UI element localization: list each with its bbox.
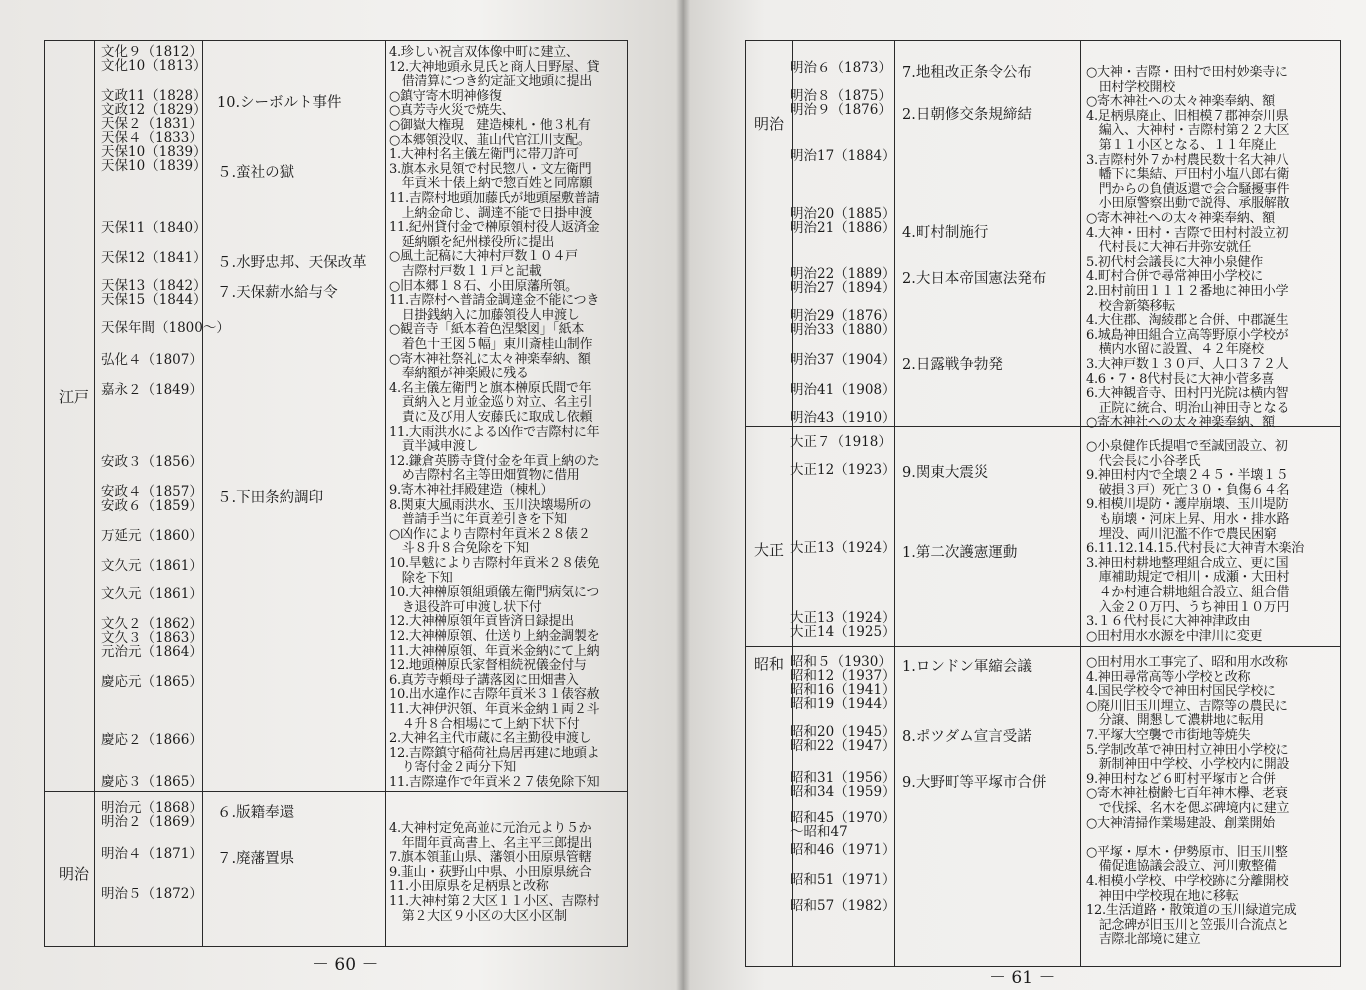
era-label-edo: 江戸: [59, 388, 90, 406]
national-event: ７.天保薪水給与令: [217, 285, 338, 301]
local-event: 3.吉際村外７か村農民数十名大神八: [1086, 152, 1289, 168]
year-cell: 昭和51（1971）: [790, 872, 896, 888]
local-event: ○小泉健作氏提唱で至誠団設立、初: [1086, 439, 1288, 454]
national-event: 2.大日本帝国憲法発布: [902, 271, 1047, 287]
year-cell: 天保年間（1800～）: [101, 320, 230, 336]
local-event: 7.平塚大空襲で市街地等焼失: [1086, 728, 1251, 743]
year-cell: 昭和45（1970）: [790, 810, 896, 826]
local-event: ○凶作により吉際村年貢米２８俵２: [389, 526, 591, 542]
local-event: 上納金命じ、調達不能で日掛申渡: [389, 205, 593, 221]
local-event: で伐採、名木を偲ぶ碑境内に建立: [1086, 801, 1290, 816]
local-event: 斗８升８合免除を下知: [389, 541, 529, 557]
local-event: ○寄木神社樹齢七百年神木欅、老衰: [1086, 786, 1288, 802]
local-event: 9.韮山・荻野山中県、小田原県統合: [389, 864, 592, 880]
local-event: 4.相模小学校、中学校跡に分離開校: [1086, 874, 1289, 889]
local-event: ○本郷領没収、韮山代官江川支配。: [389, 132, 591, 148]
local-event: 普請手当に年貢差引きを下知: [389, 512, 567, 528]
page-number: － 60 －: [312, 955, 379, 975]
local-event: 吉際北部境に建立: [1086, 932, 1201, 948]
year-cell: 昭和22（1947）: [790, 738, 896, 754]
year-cell: 大正12（1923）: [790, 462, 896, 478]
year-cell: 明治６（1873）: [790, 60, 892, 76]
year-cell: 大正13（1924）: [790, 610, 896, 626]
local-event: 4.大住郡、淘綾郡と合併、中郡誕生: [1086, 313, 1289, 329]
year-cell: 元治元（1864）: [101, 644, 203, 660]
local-event: ○寄木神社への太々神楽奉納、額: [1086, 415, 1275, 431]
local-event: ○寄木神社祭礼に太々神楽奉納、額: [389, 351, 591, 367]
local-event: 4.大神・田村・吉際で田村村設立初: [1086, 225, 1289, 241]
local-event: め吉際村名主等田畑質物に借用: [389, 468, 580, 484]
year-cell: 昭和19（1944）: [790, 696, 896, 712]
local-event: ○田村用水水源を中津川に変更: [1086, 628, 1263, 644]
local-event: り寄付金２両分下知: [389, 760, 517, 776]
local-event: 4.6・7・8代村長に大神小菅多喜: [1086, 371, 1275, 387]
local-event: 責に及び用人安藤氏に取成し依頼: [389, 410, 593, 425]
year-cell: 天保12（1841）: [101, 250, 207, 266]
era-label-meiji: 明治: [754, 115, 785, 133]
local-event: 代村長に大神石井弥安就任: [1086, 240, 1252, 256]
year-cell: 昭和46（1971）: [790, 842, 896, 858]
year-cell: 昭和34（1959）: [790, 784, 896, 800]
year-cell: 文久元（1861）: [101, 586, 203, 602]
local-event: 分譲、開懇して濃耕地に転用: [1086, 713, 1264, 729]
year-cell: 明治29（1876）: [790, 308, 896, 324]
local-event: 9.相模川堤防・護岸崩壊、玉川堤防: [1086, 497, 1289, 513]
local-event: 幡下に集結、戸田村小塩八郎右衛: [1086, 167, 1290, 183]
year-cell: 天保11（1840）: [101, 220, 207, 236]
local-event: 新制神田中学校、小学校内に開設: [1086, 757, 1290, 773]
year-cell: 昭和20（1945）: [790, 724, 896, 740]
local-event: 4.名主儀左衛門と旗本榊原氏間で年: [389, 380, 592, 396]
local-event: 第２大区９小区の大区小区制: [389, 908, 567, 924]
local-event: 12.大神榊原領、仕送り上納金調製を: [389, 629, 600, 644]
year-cell: 明治２（1869）: [101, 814, 203, 830]
local-event: 日掛銭納入に加藤領役人申渡し: [389, 307, 580, 323]
national-event: 2.日露戦争勃発: [902, 357, 1003, 373]
local-event: 10.出水違作に吉際年貢米３１俵容赦: [389, 687, 600, 703]
local-event: 6.真芳寺頼母子講落図に田畑書入: [389, 672, 579, 688]
national-event: ５.下田条約調印: [217, 490, 324, 506]
year-cell: 文久２（1862）: [101, 616, 203, 632]
year-cell: 文政11（1828）: [101, 88, 207, 104]
local-event: 3.旗本永見領で村民惣八・文左衛門: [389, 161, 592, 177]
year-cell: 慶応元（1865）: [101, 674, 203, 690]
local-event: 2.田村前田１１１２番地に神田小学: [1086, 284, 1289, 299]
local-event: ○寄木神社への太々神楽奉納、額: [1086, 94, 1275, 110]
national-event: 7.地租改正条令公布: [902, 65, 1032, 81]
page-61: [683, 0, 1366, 990]
year-cell: 文化９（1812）: [101, 44, 203, 60]
local-event: 吉際村戸数１１戸と記載: [389, 264, 542, 279]
local-event: ○真芳寺火災で焼失、: [389, 103, 515, 119]
year-cell: 嘉永２（1849）: [101, 382, 203, 398]
local-event: 4.国民学校令で神田村国民学校に: [1086, 684, 1276, 700]
year-cell: 明治41（1908）: [790, 382, 896, 398]
local-event: 12.生活道路・散策道の玉川緑道完成: [1086, 903, 1297, 919]
local-event: ○廃川旧玉川埋立、吉際等の農民に: [1086, 698, 1288, 714]
book-gutter: [676, 0, 690, 990]
local-event: 12.吉際鎮守稲荷社鳥居再建に地頭よ: [389, 745, 600, 761]
year-cell: 安政６（1859）: [101, 498, 203, 514]
local-event: 12.地頭榊原氏家督相続祝儀金付与: [389, 658, 587, 674]
local-event: ○鎮守寄木明神修復: [389, 88, 502, 104]
year-cell: 昭和16（1941）: [790, 682, 896, 698]
year-cell: 明治９（1876）: [790, 102, 892, 118]
local-event: ○田村用水工事完了、昭和用水改称: [1086, 655, 1288, 670]
local-event: 7.旗本領韮山県、藩領小田原県管轄: [389, 850, 592, 866]
local-event: 4.町村合併で尋常神田小学校に: [1086, 269, 1263, 285]
local-event: 11.小田原県を足柄県と改称: [389, 879, 549, 895]
year-cell: 昭和31（1956）: [790, 770, 896, 786]
local-event: 門からの負債返還で会合騒擾事件: [1086, 181, 1290, 197]
local-event: 11.吉際村へ普請金調達金不能につき: [389, 293, 600, 309]
chronology-table-left: [44, 40, 628, 947]
national-event: 2.日朝修交条規締結: [902, 107, 1032, 123]
local-event: 11.大雨洪水による凶作で吉際村に年: [389, 424, 600, 440]
local-event: ○観音寺「紙本着色涅槃図」「紙本: [389, 322, 585, 338]
local-event: 庫補助規定で相川・成瀬・大田村: [1086, 570, 1290, 586]
local-event: ○大神・吉際・田村で田村妙楽寺に: [1086, 65, 1288, 80]
year-cell: 明治27（1894）: [790, 280, 896, 296]
local-event: 4.足柄県廃止、旧相模７郡神奈川県: [1086, 108, 1289, 124]
local-event: 3.神田村耕地整理組合成立、更に国: [1086, 555, 1289, 571]
year-cell: 明治17（1884）: [790, 148, 896, 164]
local-event: 3.１６代村長に大神神津政由: [1086, 614, 1251, 630]
local-event: 年間年貢高書上、名主平三郎提出: [389, 835, 593, 851]
year-cell: 慶応３（1865）: [101, 774, 203, 790]
national-event: 9.大野町等平塚市合併: [902, 775, 1047, 791]
year-cell: 明治４（1871）: [101, 846, 203, 862]
local-event: 11.吉際違作で年貢米２７俵免除下知: [389, 775, 600, 790]
local-event: 5.初代村会議長に大神小泉健作: [1086, 254, 1263, 270]
local-event: 第１１小区となる、１１年廃止: [1086, 138, 1277, 153]
local-event: 入金２０万円、うち神田１０万円: [1086, 599, 1290, 615]
chronology-table-right: [745, 40, 1341, 967]
year-cell: 安政３（1856）: [101, 454, 203, 470]
local-event: 年貢米十俵上納で惣百姓と同席願: [389, 176, 593, 192]
national-event: ５.水野忠邦、天保改革: [217, 255, 367, 271]
year-cell: 明治20（1885）: [790, 206, 896, 222]
year-cell: 明治５（1872）: [101, 886, 203, 902]
local-event: ○大神清掃作業場建設、創業開始: [1086, 815, 1275, 831]
local-event: 6.11.12.14.15.代村長に大神青木楽治: [1086, 541, 1304, 557]
year-cell: 明治37（1904）: [790, 352, 896, 368]
local-event: き退役許可申渡し状下付: [389, 599, 542, 615]
era-label-meiji: 明治: [59, 865, 90, 883]
year-cell: 天保15（1844）: [101, 292, 207, 308]
local-event: 校舎新築移転: [1086, 298, 1175, 314]
local-event: 12.大神地頭永見氏と商人日野屋、貸: [389, 59, 600, 75]
year-cell: 大正13（1924）: [790, 540, 896, 556]
national-event: 4.町村制施行: [902, 225, 989, 241]
national-event: ５.蛮社の獄: [217, 165, 295, 181]
local-event: 小田原警察出動で説得、承服解散: [1086, 196, 1290, 212]
year-cell: 安政４（1857）: [101, 484, 203, 500]
year-cell: 天保13（1842）: [101, 278, 207, 294]
local-event: 9.寄木神社拝殿建造（棟札）: [389, 483, 554, 498]
national-event: ６.版籍奉還: [217, 805, 295, 821]
local-event: も崩壊・河床上昇、用水・排水路: [1086, 512, 1290, 527]
local-event: 10.大神榊原領組頭儀左衛門病気につ: [389, 585, 600, 601]
local-event: ４升８合相場にて上納下状下付: [389, 716, 580, 732]
local-event: ○平塚・厚木・伊勢原市、旧玉川整: [1086, 844, 1288, 860]
local-event: 代会長に小谷孝氏: [1086, 453, 1201, 469]
local-event: 9.神田村内で全壊２４５・半壊１５: [1086, 468, 1289, 484]
year-cell: 天保２（1831）: [101, 116, 203, 132]
era-label-showa: 昭和: [754, 655, 785, 673]
national-event: ７.廃藩置県: [217, 851, 295, 867]
year-cell: 明治33（1880）: [790, 322, 896, 338]
local-event: 借清算につき約定証文地頭に提出: [389, 74, 592, 90]
local-event: ○旧本郷１８石、小田原藩所領。: [389, 278, 578, 294]
local-event: 3.大神戸数１３０戸、人口３７２人: [1086, 357, 1289, 372]
local-event: 11.吉際村地頭加藤氏が地頭屋敷普請: [389, 191, 600, 206]
year-cell: 明治43（1910）: [790, 410, 896, 426]
local-event: 横内水留に設置、４２年廃校: [1086, 342, 1264, 358]
national-event: 10.シーボルト事件: [217, 95, 342, 111]
local-event: 延納願を紀州様役所に提出: [389, 234, 555, 250]
year-cell: 明治21（1886）: [790, 220, 896, 236]
year-cell: 昭和57（1982）: [790, 898, 896, 914]
local-event: 田村学校開校: [1086, 79, 1175, 95]
local-event: 備促進協議会設立、河川敷整備: [1086, 859, 1277, 875]
local-event: 9.神田村など６町村平塚市と合併: [1086, 771, 1276, 787]
local-event: 4.大神村定免高並に元治元より５か: [389, 821, 592, 836]
local-event: 4.神田尋常高等小学校と改称: [1086, 669, 1251, 685]
national-event: 8.ポツダム宣言受諾: [902, 729, 1032, 745]
year-cell: ～昭和47: [790, 824, 848, 840]
year-cell: 昭和12（1937）: [790, 668, 896, 684]
local-event: 8.関東大風雨洪水、玉川決壊場所の: [389, 497, 592, 513]
year-cell: 大正７（1918）: [790, 434, 892, 450]
year-cell: 文久元（1861）: [101, 558, 203, 574]
year-cell: 弘化４（1807）: [101, 352, 203, 368]
year-cell: 慶応２（1866）: [101, 732, 203, 748]
local-event: 記念碑が旧玉川と笠張川合流点と: [1086, 917, 1290, 933]
page-number: － 61 －: [989, 968, 1056, 988]
local-event: 着色十王図５幅」東川斎桂山制作: [389, 337, 593, 352]
local-event: 11.大神榊原領、年貢米金納にて上納: [389, 643, 600, 659]
year-cell: 文久３（1863）: [101, 630, 203, 646]
local-event: 6.城島神田組合立高等野原小学校が: [1086, 327, 1289, 343]
local-event: 編入、大神村・吉際村第２２大区: [1086, 123, 1290, 139]
year-cell: 文化10（1813）: [101, 58, 207, 74]
local-event: 1.大神村名主儀左衛門に帯刀許可: [389, 147, 579, 163]
local-event: 貢半減申渡し: [389, 439, 478, 455]
year-cell: 大正14（1925）: [790, 624, 896, 640]
local-event: 12.大神榊原領年貢皆済日録提出: [389, 614, 574, 630]
local-event: 4.珍しい祝言双体像中町に建立、: [389, 45, 579, 60]
local-event: 11.大神村第２大区１１小区、吉際村: [389, 894, 600, 909]
local-event: 除を下知: [389, 570, 453, 586]
local-event: ○風土記稿に大神村戸数１０４戸: [389, 249, 578, 265]
local-event: 2.大神名主代市蔵に名主勤役申渡し: [389, 731, 592, 747]
local-event: 破損３戸）死亡３０・負傷６４名: [1086, 482, 1290, 498]
year-cell: 文政12（1829）: [101, 102, 207, 118]
local-event: 貢納入と月並金巡り対立、名主引: [389, 395, 593, 411]
local-event: 5.学制改革で神田村立神田小学校に: [1086, 742, 1289, 758]
year-cell: 昭和５（1930）: [790, 654, 892, 670]
year-cell: 天保10（1839）: [101, 158, 207, 174]
national-event: 1.第二次護憲運動: [902, 545, 1018, 561]
local-event: ○御嶽大権現 建造棟札・他３札有: [389, 118, 591, 133]
national-event: 1.ロンドン軍縮会議: [902, 659, 1032, 675]
local-event: 11.紀州貸付金で榊原領村役人返済金: [389, 220, 600, 236]
year-cell: 明治８（1875）: [790, 88, 892, 104]
local-event: ４か村連合耕地組合設立、組合借: [1086, 585, 1290, 600]
local-event: ○寄木神社への太々神楽奉納、額: [1086, 211, 1275, 226]
year-cell: 明治22（1889）: [790, 266, 896, 282]
local-event: 10.旱魃により吉際村年貢米２８俵免: [389, 556, 600, 571]
local-event: 奉納額が神楽殿に残る: [389, 366, 529, 382]
year-cell: 天保10（1839）: [101, 144, 207, 160]
local-event: 正院に統合、明治山神田寺となる: [1086, 400, 1290, 416]
year-cell: 万延元（1860）: [101, 528, 203, 544]
local-event: 12.鎌倉英勝寺貸付金を年貢上納のた: [389, 453, 600, 469]
local-event: 神田中学校現在地に移転: [1086, 888, 1239, 904]
year-cell: 明治元（1868）: [101, 800, 203, 816]
year-cell: 天保４（1833）: [101, 130, 203, 146]
local-event: 11.大神伊沢領、年貢米金納１両２斗: [389, 702, 600, 717]
era-label-taisho: 大正: [754, 541, 785, 559]
national-event: 9.関東大震災: [902, 465, 989, 481]
local-event: 埋没、両川氾濫不作で農民困窮: [1086, 526, 1277, 542]
local-event: 6.大神観音寺、田村円光院は横内智: [1086, 386, 1289, 402]
